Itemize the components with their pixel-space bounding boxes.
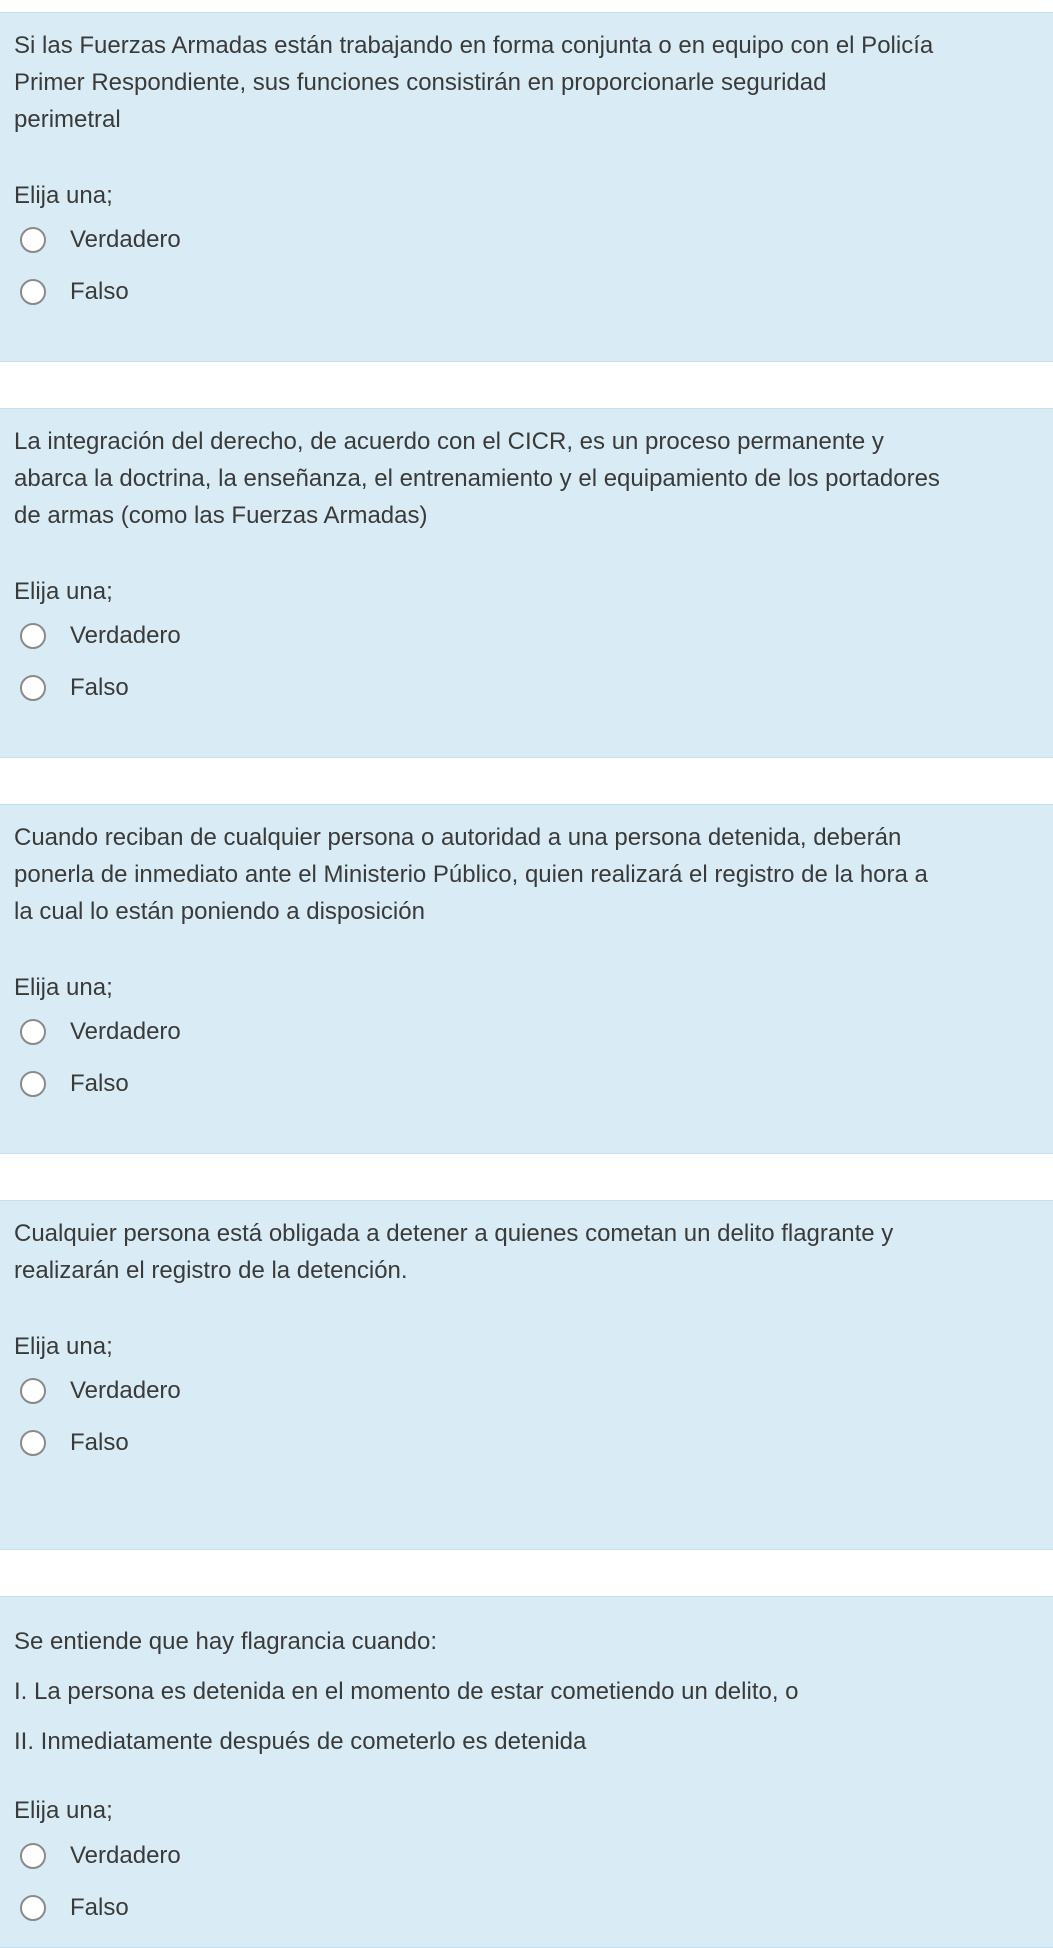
question-line: perimetral — [14, 106, 121, 133]
option-label: Falso — [70, 1070, 129, 1097]
option-verdadero[interactable] — [20, 1373, 181, 1409]
question-line: realizarán el registro de la detención. — [14, 1257, 408, 1284]
question-line: abarca la doctrina, la enseñanza, el entrenamiento y el equipamiento de los portadores — [14, 465, 940, 492]
option-falso[interactable] — [20, 670, 129, 706]
question-line: I. La persona es detenida en el momento de estar cometiendo un delito, o — [14, 1678, 799, 1705]
option-label: Falso — [70, 1894, 129, 1921]
option-label: Verdadero — [70, 1842, 181, 1869]
question-line: La integración del derecho, de acuerdo con el CICR, es un proceso permanente y — [14, 428, 884, 455]
option-verdadero[interactable] — [20, 1014, 181, 1050]
radio-button[interactable] — [20, 1430, 46, 1456]
option-label: Verdadero — [70, 226, 181, 253]
option-falso[interactable] — [20, 274, 129, 310]
choose-one-prompt: Elija una; — [14, 1797, 113, 1824]
option-falso[interactable] — [20, 1425, 129, 1461]
option-label: Falso — [70, 1429, 129, 1456]
option-label: Verdadero — [70, 1377, 181, 1404]
option-verdadero[interactable] — [20, 222, 181, 258]
radio-button[interactable] — [20, 1843, 46, 1869]
question-card-4 — [0, 1200, 1053, 1550]
option-label: Verdadero — [70, 1018, 181, 1045]
option-falso[interactable] — [20, 1890, 129, 1926]
question-text — [14, 1215, 1034, 1289]
radio-button[interactable] — [20, 675, 46, 701]
question-card-2 — [0, 408, 1053, 758]
option-label: Falso — [70, 674, 129, 701]
option-verdadero[interactable] — [20, 618, 181, 654]
choose-one-prompt: Elija una; — [14, 1333, 113, 1360]
question-line: II. Inmediatamente después de cometerlo es detenida — [14, 1728, 587, 1755]
question-line: la cual lo están poniendo a disposición — [14, 898, 425, 925]
option-label: Falso — [70, 278, 129, 305]
question-line: Cualquier persona está obligada a detener a quienes cometan un delito flagrante y — [14, 1220, 894, 1247]
option-label: Verdadero — [70, 622, 181, 649]
question-line: Primer Respondiente, sus funciones consistirán en proporcionarle seguridad — [14, 69, 827, 96]
question-line: de armas (como las Fuerzas Armadas) — [14, 502, 428, 529]
radio-button[interactable] — [20, 1019, 46, 1045]
question-line: Si las Fuerzas Armadas están trabajando en forma conjunta o en equipo con el Policía — [14, 32, 934, 59]
radio-button[interactable] — [20, 1378, 46, 1404]
radio-button[interactable] — [20, 279, 46, 305]
radio-button[interactable] — [20, 227, 46, 253]
question-text — [14, 423, 1034, 534]
radio-button[interactable] — [20, 1071, 46, 1097]
choose-one-prompt: Elija una; — [14, 974, 113, 1001]
question-text — [14, 27, 1034, 138]
question-line: Se entiende que hay flagrancia cuando: — [14, 1628, 437, 1655]
question-card-1 — [0, 12, 1053, 362]
option-falso[interactable] — [20, 1066, 129, 1102]
question-card-3 — [0, 804, 1053, 1154]
question-line: ponerla de inmediato ante el Ministerio Público, quien realizará el registro de la hora a — [14, 861, 928, 888]
choose-one-prompt: Elija una; — [14, 578, 113, 605]
radio-button[interactable] — [20, 623, 46, 649]
option-verdadero[interactable] — [20, 1838, 181, 1874]
radio-button[interactable] — [20, 1895, 46, 1921]
question-card-5 — [0, 1596, 1053, 1948]
choose-one-prompt: Elija una; — [14, 182, 113, 209]
question-text — [14, 819, 1034, 930]
question-line: Cuando reciban de cualquier persona o autoridad a una persona detenida, deberán — [14, 824, 902, 851]
